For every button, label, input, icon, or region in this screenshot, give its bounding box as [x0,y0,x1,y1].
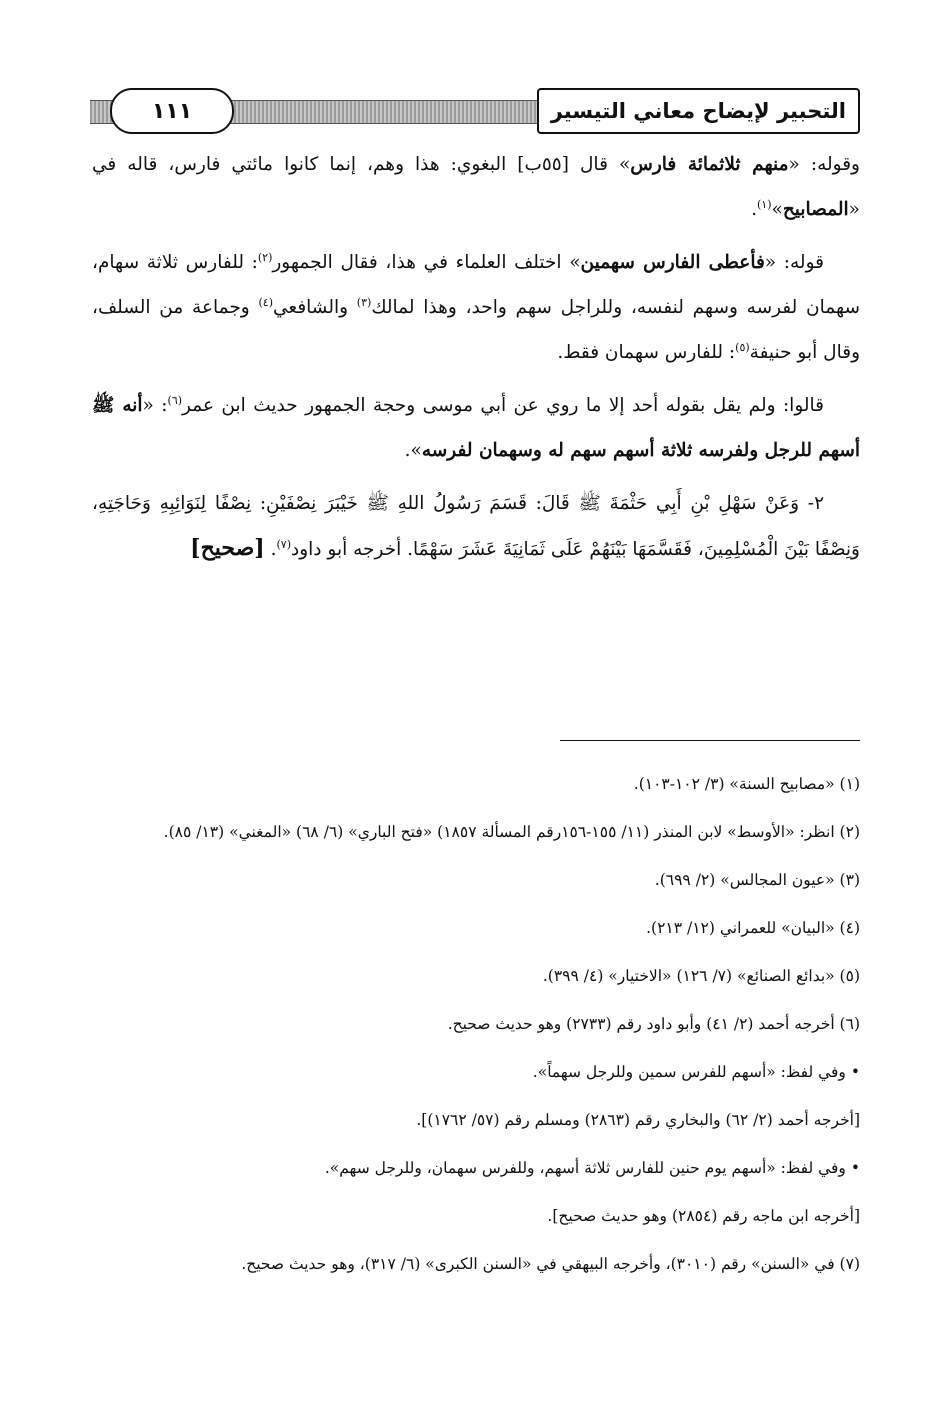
main-text [92,142,860,580]
footnote-ref: (٢) [257,250,273,264]
cited-book-title: المصابيح [782,199,849,220]
footnote-ref: (٧) [276,537,291,551]
text-run: ». [404,440,422,461]
footnote-ref: (٦) [167,393,183,407]
hadith-grade: [صحيح] [190,535,265,561]
footnote-ref: (٣) [356,295,372,309]
footnote-6-source-1: [أخرجه أحمد (٢/ ٦٢) والبخاري رقم (٢٨٦٣) ومسلم رقم (٥٧/ ١٧٦٢)]. [416,1111,860,1129]
footnote-7: (٧) في «السنن» رقم (٣٠١٠)، وأخرجه البيهقي في «السنن الكبرى» (٦/ ٣١٧)، وهو حديث صحيح. [241,1255,860,1273]
text-run: : للفارس ثلاثة سهام، سهمان لفرسه وسهم لنفسه، وللراجل سهم واحد، وهذا لمالك [92,252,860,318]
footnote-2: (٢) انظر: «الأوسط» لابن المنذر (١١/ ١٥٥-١٥٦رقم المسألة ١٨٥٧) «فتح الباري» (٦/ ٦٨) «المغني» (١٣/ ٨٥). [163,823,860,841]
text-run: » قال [٥٥ب] البغوي: هذا وهم، إنما كانوا مائتي فارس، قاله في « [92,154,860,220]
text-run: : « [142,395,168,416]
footnote-6-source-2: [أخرجه ابن ماجه رقم (٢٨٥٤) وهو حديث صحيح]. [547,1207,860,1225]
text-run: : للفارس سهمان فقط. [557,342,736,363]
footnote-ref: (٤) [258,295,273,309]
hadith-2 [92,481,860,572]
text-run: قوله: « [764,252,824,273]
text-run: » اختلف العلماء في هذا، فقال الجمهور [272,252,581,273]
footnote-6-variant-2: • وفي لفظ: «أسهم يوم حنين للفارس ثلاثة أسهم، وللفرس سهمان، وللرجل سهم». [324,1159,860,1177]
footnote-6-variant-1: • وفي لفظ: «أسهم للفرس سمين وللرجل سهماً». [532,1063,860,1081]
quoted-phrase: منهم ثلاثمائة فارس [630,154,789,175]
footnote-3: (٣) «عيون المجالس» (٢/ ٦٩٩). [654,871,860,889]
text-run: وقوله: « [788,154,860,175]
footnote-6: (٦) أخرجه أحمد (٢/ ٤١) وأبو داود رقم (٢٧٣٣) وهو حديث صحيح. [447,1015,860,1033]
page-number: ١١١ [110,88,234,134]
footnote-4: (٤) «البيان» للعمراني (١٢/ ٢١٣). [646,919,860,937]
text-run: . [751,199,757,220]
footnotes [92,772,860,1300]
text-run: والشافعي [272,297,357,318]
footnote-ref: (١) [757,197,772,211]
page-header [90,88,860,138]
footnote-1: (١) «مصابيح السنة» (٣/ ١٠٢-١٠٣). [633,775,860,793]
quoted-phrase: فأعطى الفارس سهمين [580,252,765,273]
hadith-text: ٢- وَعَنْ سَهْلِ بْنِ أَبِي حَثْمَةَ ﷺ قَالَ: قَسَمَ رَسُولُ اللهِ ﷺ خَيْبَرَ نِصْفَيْنِ: نِصْفًا لِنَوَائِبِهِ وَحَاجَتِهِ، وَنِصْفًا بَيْنَ الْمُسْلِمِينَ، فَقَسَّمَهَا بَيْنَهُمْ عَلَى ثَمَانِيَةَ عَشَرَ سَهْمًا. أخرجه أبو داود [92,493,860,560]
footnote-separator [560,740,860,741]
paragraph-1 [92,142,860,232]
text-run: . [264,539,277,560]
text-run: قالوا: ولم يقل بقوله أحد إلا ما روي عن أبي موسى وحجة الجمهور حديث ابن عمر [182,395,824,416]
book-title: التحبير لإيضاح معاني التيسير [537,88,860,134]
footnote-ref: (٥) [735,340,750,354]
text-run: وجماعة من السلف، وقال أبو حنيفة [92,297,860,363]
hadith-quote: أنه ﷺ أسهم للرجل ولفرسه ثلاثة أسهم سهم له وسهمان لفرسه [92,395,860,461]
paragraph-3 [92,383,860,473]
footnote-5: (٥) «بدائع الصنائع» (٧/ ١٢٦) «الاختيار» (٤/ ٣٩٩). [542,967,860,985]
text-run: » [771,199,783,220]
paragraph-2 [92,240,860,375]
